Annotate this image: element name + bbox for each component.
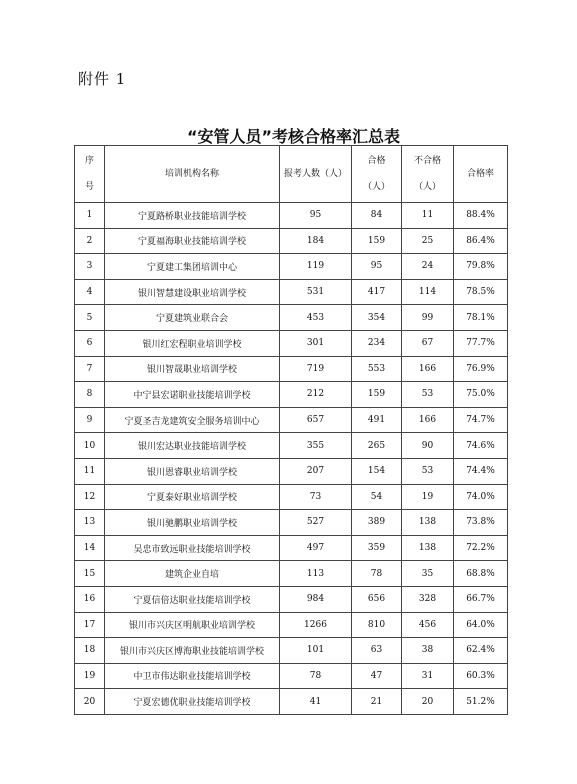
table-row bbox=[75, 356, 508, 382]
table-row bbox=[75, 203, 508, 229]
org-name-cell: 宁夏信倍达职业技能培训学校 bbox=[105, 586, 280, 612]
header-fail-line2: （人） bbox=[413, 182, 441, 192]
summary-table bbox=[74, 145, 508, 715]
org-name-cell: 中卫市伟达职业技能培训学校 bbox=[105, 663, 280, 689]
pass-rate-cell: 62.4% bbox=[454, 638, 508, 664]
examined-count-cell: 719 bbox=[280, 356, 352, 382]
pass-rate-cell: 78.1% bbox=[454, 305, 508, 331]
examined-count-cell: 657 bbox=[280, 407, 352, 433]
row-number-cell: 7 bbox=[75, 356, 105, 382]
header-examined: 报考人数（人） bbox=[280, 146, 352, 203]
passed-count-cell: 95 bbox=[352, 254, 402, 280]
row-number-cell: 11 bbox=[75, 458, 105, 484]
failed-count-cell: 138 bbox=[402, 535, 454, 561]
failed-count-cell: 166 bbox=[402, 356, 454, 382]
failed-count-cell: 20 bbox=[402, 689, 454, 715]
row-number-cell: 15 bbox=[75, 561, 105, 587]
table-body bbox=[75, 203, 508, 715]
failed-count-cell: 31 bbox=[402, 663, 454, 689]
examined-count-cell: 355 bbox=[280, 433, 352, 459]
failed-count-cell: 53 bbox=[402, 382, 454, 408]
table-row bbox=[75, 612, 508, 638]
row-number-cell: 9 bbox=[75, 407, 105, 433]
row-number-cell: 12 bbox=[75, 484, 105, 510]
passed-count-cell: 265 bbox=[352, 433, 402, 459]
failed-count-cell: 53 bbox=[402, 458, 454, 484]
table-row bbox=[75, 638, 508, 664]
org-name-cell: 宁夏福海职业技能培训学校 bbox=[105, 228, 280, 254]
org-name-cell: 银川宏达职业技能培训学校 bbox=[105, 433, 280, 459]
examined-count-cell: 101 bbox=[280, 638, 352, 664]
table-row bbox=[75, 407, 508, 433]
failed-count-cell: 328 bbox=[402, 586, 454, 612]
failed-count-cell: 24 bbox=[402, 254, 454, 280]
pass-rate-cell: 79.8% bbox=[454, 254, 508, 280]
table-row bbox=[75, 330, 508, 356]
row-number-cell: 20 bbox=[75, 689, 105, 715]
passed-count-cell: 417 bbox=[352, 279, 402, 305]
org-name-cell: 宁夏路桥职业技能培训学校 bbox=[105, 203, 280, 229]
row-number-cell: 5 bbox=[75, 305, 105, 331]
examined-count-cell: 984 bbox=[280, 586, 352, 612]
org-name-cell: 宁夏建筑业联合会 bbox=[105, 305, 280, 331]
examined-count-cell: 119 bbox=[280, 254, 352, 280]
examined-count-cell: 207 bbox=[280, 458, 352, 484]
document-title: “安管人员”考核合格率汇总表 bbox=[186, 127, 401, 146]
header-seq bbox=[75, 146, 105, 203]
failed-count-cell: 166 bbox=[402, 407, 454, 433]
failed-count-cell: 35 bbox=[402, 561, 454, 587]
org-name-cell: 银川红宏程职业培训学校 bbox=[105, 330, 280, 356]
failed-count-cell: 114 bbox=[402, 279, 454, 305]
org-name-cell: 宁夏建工集团培训中心 bbox=[105, 254, 280, 280]
attachment-label: 附件 1 bbox=[78, 70, 127, 88]
org-name-cell: 建筑企业自培 bbox=[105, 561, 280, 587]
passed-count-cell: 159 bbox=[352, 228, 402, 254]
org-name-cell: 宁夏圣吉龙建筑安全服务培训中心 bbox=[105, 407, 280, 433]
row-number-cell: 8 bbox=[75, 382, 105, 408]
pass-rate-cell: 74.7% bbox=[454, 407, 508, 433]
table-row bbox=[75, 510, 508, 536]
examined-count-cell: 73 bbox=[280, 484, 352, 510]
table-row bbox=[75, 433, 508, 459]
examined-count-cell: 41 bbox=[280, 689, 352, 715]
row-number-cell: 10 bbox=[75, 433, 105, 459]
header-org: 培训机构名称 bbox=[105, 146, 280, 203]
row-number-cell: 2 bbox=[75, 228, 105, 254]
header-row bbox=[75, 146, 508, 203]
examined-count-cell: 531 bbox=[280, 279, 352, 305]
passed-count-cell: 63 bbox=[352, 638, 402, 664]
passed-count-cell: 78 bbox=[352, 561, 402, 587]
row-number-cell: 17 bbox=[75, 612, 105, 638]
table-row bbox=[75, 458, 508, 484]
table-row bbox=[75, 279, 508, 305]
org-name-cell: 银川恩睿职业培训学校 bbox=[105, 458, 280, 484]
table-row bbox=[75, 484, 508, 510]
org-name-cell: 宁夏泰好职业培训学校 bbox=[105, 484, 280, 510]
pass-rate-cell: 72.2% bbox=[454, 535, 508, 561]
failed-count-cell: 456 bbox=[402, 612, 454, 638]
passed-count-cell: 159 bbox=[352, 382, 402, 408]
examined-count-cell: 78 bbox=[280, 663, 352, 689]
passed-count-cell: 656 bbox=[352, 586, 402, 612]
row-number-cell: 16 bbox=[75, 586, 105, 612]
pass-rate-cell: 86.4% bbox=[454, 228, 508, 254]
org-name-cell: 银川驰鹏职业培训学校 bbox=[105, 510, 280, 536]
passed-count-cell: 21 bbox=[352, 689, 402, 715]
org-name-cell: 银川市兴庆区明航职业培训学校 bbox=[105, 612, 280, 638]
passed-count-cell: 553 bbox=[352, 356, 402, 382]
org-name-cell: 银川智慧建设职业培训学校 bbox=[105, 279, 280, 305]
row-number-cell: 1 bbox=[75, 203, 105, 229]
pass-rate-cell: 74.4% bbox=[454, 458, 508, 484]
pass-rate-cell: 74.0% bbox=[454, 484, 508, 510]
table-row bbox=[75, 663, 508, 689]
failed-count-cell: 138 bbox=[402, 510, 454, 536]
pass-rate-cell: 60.3% bbox=[454, 663, 508, 689]
table-row bbox=[75, 561, 508, 587]
passed-count-cell: 54 bbox=[352, 484, 402, 510]
pass-rate-cell: 73.8% bbox=[454, 510, 508, 536]
org-name-cell: 吴忠市致远职业技能培训学校 bbox=[105, 535, 280, 561]
failed-count-cell: 99 bbox=[402, 305, 454, 331]
header-rate: 合格率 bbox=[454, 146, 508, 203]
pass-rate-cell: 66.7% bbox=[454, 586, 508, 612]
header-pass bbox=[352, 146, 402, 203]
passed-count-cell: 47 bbox=[352, 663, 402, 689]
pass-rate-cell: 75.0% bbox=[454, 382, 508, 408]
table-row bbox=[75, 228, 508, 254]
row-number-cell: 19 bbox=[75, 663, 105, 689]
passed-count-cell: 359 bbox=[352, 535, 402, 561]
row-number-cell: 3 bbox=[75, 254, 105, 280]
table-row bbox=[75, 254, 508, 280]
examined-count-cell: 1266 bbox=[280, 612, 352, 638]
pass-rate-cell: 74.6% bbox=[454, 433, 508, 459]
examined-count-cell: 527 bbox=[280, 510, 352, 536]
row-number-cell: 14 bbox=[75, 535, 105, 561]
examined-count-cell: 184 bbox=[280, 228, 352, 254]
examined-count-cell: 95 bbox=[280, 203, 352, 229]
passed-count-cell: 234 bbox=[352, 330, 402, 356]
row-number-cell: 4 bbox=[75, 279, 105, 305]
examined-count-cell: 301 bbox=[280, 330, 352, 356]
table-row bbox=[75, 689, 508, 715]
failed-count-cell: 38 bbox=[402, 638, 454, 664]
org-name-cell: 银川智晟职业培训学校 bbox=[105, 356, 280, 382]
row-number-cell: 13 bbox=[75, 510, 105, 536]
passed-count-cell: 491 bbox=[352, 407, 402, 433]
passed-count-cell: 84 bbox=[352, 203, 402, 229]
passed-count-cell: 354 bbox=[352, 305, 402, 331]
org-name-cell: 银川市兴庆区博海职业技能培训学校 bbox=[105, 638, 280, 664]
table-row bbox=[75, 535, 508, 561]
examined-count-cell: 113 bbox=[280, 561, 352, 587]
table-row bbox=[75, 382, 508, 408]
pass-rate-cell: 68.8% bbox=[454, 561, 508, 587]
org-name-cell: 中宁县宏诺职业技能培训学校 bbox=[105, 382, 280, 408]
header-pass-line2: （人） bbox=[362, 182, 390, 192]
examined-count-cell: 497 bbox=[280, 535, 352, 561]
header-fail bbox=[402, 146, 454, 203]
examined-count-cell: 212 bbox=[280, 382, 352, 408]
passed-count-cell: 154 bbox=[352, 458, 402, 484]
pass-rate-cell: 77.7% bbox=[454, 330, 508, 356]
org-name-cell: 宁夏宏德优职业技能培训学校 bbox=[105, 689, 280, 715]
failed-count-cell: 19 bbox=[402, 484, 454, 510]
passed-count-cell: 810 bbox=[352, 612, 402, 638]
failed-count-cell: 11 bbox=[402, 203, 454, 229]
table-row bbox=[75, 586, 508, 612]
header-seq-line2: 号 bbox=[84, 182, 94, 192]
pass-rate-cell: 51.2% bbox=[454, 689, 508, 715]
pass-rate-cell: 64.0% bbox=[454, 612, 508, 638]
examined-count-cell: 453 bbox=[280, 305, 352, 331]
row-number-cell: 6 bbox=[75, 330, 105, 356]
failed-count-cell: 67 bbox=[402, 330, 454, 356]
pass-rate-cell: 76.9% bbox=[454, 356, 508, 382]
passed-count-cell: 389 bbox=[352, 510, 402, 536]
failed-count-cell: 25 bbox=[402, 228, 454, 254]
row-number-cell: 18 bbox=[75, 638, 105, 664]
pass-rate-cell: 78.5% bbox=[454, 279, 508, 305]
pass-rate-cell: 88.4% bbox=[454, 203, 508, 229]
header-seq-line1: 序 bbox=[84, 156, 94, 166]
header-pass-line1: 合格 bbox=[367, 156, 386, 166]
table-row bbox=[75, 305, 508, 331]
failed-count-cell: 90 bbox=[402, 433, 454, 459]
header-fail-line1: 不合格 bbox=[413, 156, 441, 166]
